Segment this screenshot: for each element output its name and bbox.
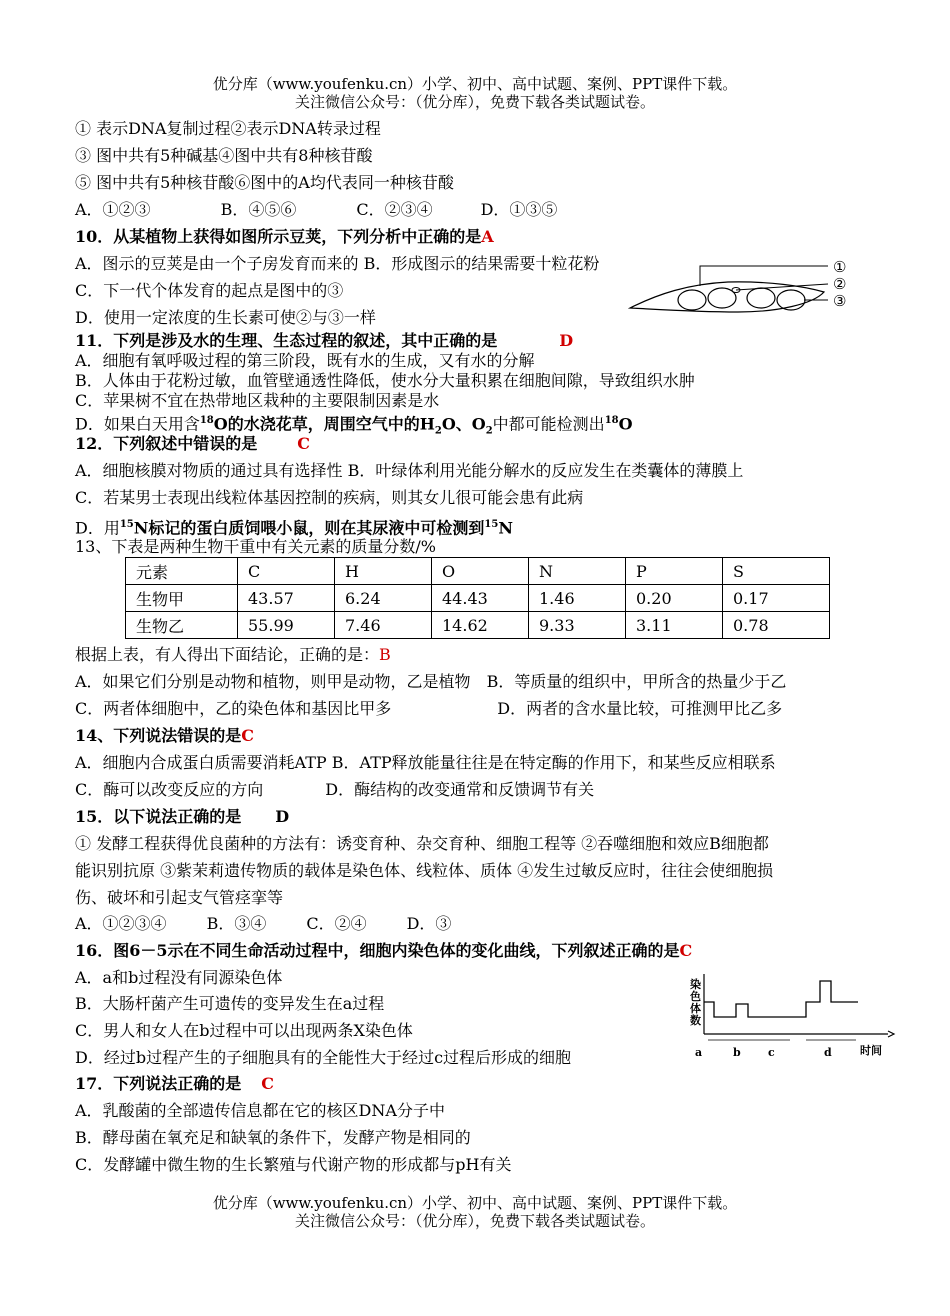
- q11-d-part2: O的水浇花草，周围空气中的: [213, 414, 420, 434]
- q17-stem-text: 17．下列说法正确的是: [75, 1074, 242, 1093]
- seed-1: [678, 290, 706, 310]
- q13-lead-text: 根据上表，有人得出下面结论，正确的是：: [75, 645, 380, 664]
- segment-label-c: c: [768, 1046, 775, 1059]
- q12-d-part1: D．用: [75, 518, 120, 538]
- table-cell: 44.43: [432, 585, 529, 612]
- q14-option-ab: A．细胞内合成蛋白质需要消耗ATP B．ATP释放能量往往是在特定酶的作用下，和某些反应相联系: [75, 753, 776, 772]
- table-cell: 生物乙: [126, 612, 238, 639]
- q9-option-b: B．④⑤⑥: [220, 200, 297, 219]
- q11-option-c: C．苹果树不宜在热带地区栽种的主要限制因素是水: [75, 391, 440, 410]
- q15-option-a: A．①②③④: [75, 914, 167, 933]
- y-label-char: 数: [690, 1014, 701, 1027]
- q16-option-b: B．大肠杆菌产生可遗传的变异发生在a过程: [75, 994, 385, 1013]
- q11-d-part1: D．如果白天用含: [75, 414, 200, 434]
- segment-label-a: a: [695, 1046, 703, 1059]
- q11-d-part5: 中都可能检测出: [492, 414, 605, 434]
- q9-option-a: A．①②③: [75, 200, 151, 219]
- q11-stem-text: 11．下列是涉及水的生理、生态过程的叙述，其中正确的是: [75, 331, 498, 350]
- table-header-row: [126, 558, 830, 585]
- x-axis-arrow: [888, 1031, 894, 1037]
- q14-stem-text: 14、下列说法错误的是: [75, 726, 242, 745]
- q16-option-d: D．经过b过程产生的子细胞具有的全能性大于经过c过程后形成的细胞: [75, 1048, 572, 1067]
- q15-stem: [75, 807, 289, 827]
- table-cell: 9.33: [529, 612, 626, 639]
- q16-option-a: A．a和b过程没有同源染色体: [75, 968, 283, 987]
- pod-label-3: ③: [833, 292, 847, 310]
- page-footer-line2: 关注微信公众号：（优分库），免费下载各类试题试卷。: [294, 1212, 655, 1230]
- q15-option-d: D．③: [406, 914, 452, 933]
- table-row: [126, 585, 830, 612]
- q14-option-d: D．酶结构的改变通常和反馈调节有关: [325, 780, 595, 799]
- q13-option-a: A．如果它们分别是动物和植物，则甲是动物，乙是植物: [75, 672, 471, 691]
- y-label-char: 色: [690, 990, 701, 1003]
- q11-option-a: A．细胞有氧呼吸过程的第三阶段，既有水的生成，又有水的分解: [75, 351, 535, 370]
- q17-stem: [75, 1074, 274, 1094]
- table-row: [126, 612, 830, 639]
- table-cell: 7.46: [335, 612, 432, 639]
- y-label-char: 染: [690, 978, 701, 991]
- q9-option-d: D．①③⑤: [480, 200, 558, 219]
- pod-label-2: ②: [833, 275, 847, 293]
- table-cell: 0.20: [626, 585, 723, 612]
- q12-answer: C: [297, 434, 311, 453]
- q12-option-c: C．若某男士表现出线粒体基因控制的疾病，则其女儿很可能会患有此病: [75, 488, 584, 507]
- seed-3: [747, 288, 775, 308]
- q14-stem: [75, 726, 254, 746]
- q13-option-cd: [75, 699, 782, 719]
- q15-answer: D: [275, 807, 290, 826]
- q9-options: [75, 200, 557, 220]
- q9-statement-1: ① 表示DNA复制过程②表示DNA转录过程: [75, 119, 381, 138]
- q13-answer: B: [379, 645, 391, 664]
- q12-option-d: [75, 515, 513, 538]
- q15-statement-2: 能识别抗原 ③紫茉莉遗传物质的载体是染色体、线粒体、质体 ④发生过敏反应时，往往会使细胞损: [75, 861, 774, 880]
- segment-label-b: b: [733, 1046, 741, 1059]
- q17-answer: C: [261, 1074, 275, 1093]
- chromosome-curve-figure: [688, 972, 920, 1064]
- q14-answer: C: [241, 726, 255, 745]
- page-footer-line1: 优分库（www.youfenku.cn）小学、初中、高中试题、案例、PPT课件下载。: [212, 1194, 738, 1212]
- q16-stem: [75, 941, 692, 961]
- table-header-cell: C: [238, 558, 335, 585]
- q12-option-ab: A．细胞核膜对物质的通过具有选择性 B．叶绿体利用光能分解水的反应发生在类囊体的薄膜上: [75, 461, 744, 480]
- q14-option-cd: [75, 780, 594, 800]
- table-cell: 14.62: [432, 612, 529, 639]
- q17-option-b: B．酵母菌在氧充足和缺氧的条件下，发酵产物是相同的: [75, 1128, 471, 1147]
- page-header-line2: 关注微信公众号：（优分库），免费下载各类试题试卷。: [294, 93, 655, 111]
- pea-pod-figure: [628, 256, 858, 316]
- q11-d-sub2: 2: [485, 425, 493, 437]
- q10-option-d: D．使用一定浓度的生长素可使②与③一样: [75, 308, 376, 327]
- q13-option-c: C．两者体细胞中，乙的染色体和基因比甲多: [75, 699, 392, 718]
- q12-d-part3: N: [498, 518, 513, 538]
- q12-d-part2: N标记的蛋白质饲喂小鼠，则在其尿液中可检测到: [133, 518, 485, 538]
- q15-statement-1: ① 发酵工程获得优良菌种的方法有：诱变育种、杂交育种、细胞工程等 ②吞噬细胞和效应B细胞都: [75, 834, 769, 853]
- table-cell: 43.57: [238, 585, 335, 612]
- q11-d-part6: O: [618, 414, 633, 434]
- q15-options: [75, 914, 451, 934]
- q12-stem: [75, 434, 310, 454]
- q13-option-b: B．等质量的组织中，甲所含的热量少于乙: [486, 672, 787, 691]
- element-table: [125, 557, 830, 639]
- q9-statement-2: ③ 图中共有5种碱基④图中共有8种核苷酸: [75, 146, 373, 165]
- q15-option-b: B．③④: [206, 914, 267, 933]
- q11-d-part3: H: [419, 414, 435, 434]
- q13-stem: 13、下表是两种生物干重中有关元素的质量分数/%: [75, 537, 436, 556]
- q10-stem-text: 10．从某植物上获得如图所示豆荚，下列分析中正确的是: [75, 227, 482, 246]
- pod-label-1: ①: [833, 258, 847, 276]
- chromosome-curve: [704, 981, 858, 1017]
- table-header-cell: 元素: [126, 558, 238, 585]
- q16-stem-text: 16．图6－5示在不同生命活动过程中，细胞内染色体的变化曲线，下列叙述正确的是: [75, 941, 680, 960]
- q16-answer: C: [679, 941, 693, 960]
- x-axis-label: 时间: [860, 1044, 882, 1057]
- q15-option-c: C．②④: [306, 914, 367, 933]
- q11-d-sub1: 2: [434, 425, 442, 437]
- q12-d-sup2: 15: [484, 519, 499, 530]
- y-label-char: 体: [690, 1002, 701, 1015]
- q17-option-c: C．发酵罐中微生物的生长繁殖与代谢产物的形成都与pH有关: [75, 1155, 512, 1174]
- table-cell: 55.99: [238, 612, 335, 639]
- q11-stem: [75, 331, 573, 351]
- q13-option-d: D．两者的含水量比较，可推测甲比乙多: [497, 699, 783, 718]
- q11-d-part4: O、O: [441, 414, 486, 434]
- q11-d-sup1: 18: [199, 415, 214, 426]
- q14-option-c: C．酶可以改变反应的方向: [75, 780, 264, 799]
- table-cell: 6.24: [335, 585, 432, 612]
- q15-stem-text: 15．以下说法正确的是: [75, 807, 242, 826]
- q13-lead: [75, 645, 391, 665]
- q10-option-ab: A．图示的豆荚是由一个子房发育而来的 B．形成图示的结果需要十粒花粉: [75, 254, 600, 273]
- q10-stem: [75, 227, 494, 247]
- q12-stem-text: 12．下列叙述中错误的是: [75, 434, 258, 453]
- segment-label-d: d: [824, 1046, 832, 1059]
- q9-statement-3: ⑤ 图中共有5种核苷酸⑥图中的A均代表同一种核苷酸: [75, 173, 454, 192]
- table-cell: 生物甲: [126, 585, 238, 612]
- q9-option-c: C．②③④: [356, 200, 433, 219]
- table-cell: 0.78: [723, 612, 830, 639]
- table-header-cell: N: [529, 558, 626, 585]
- q15-statement-3: 伤、破坏和引起支气管痉挛等: [75, 888, 284, 907]
- table-header-cell: H: [335, 558, 432, 585]
- q10-option-c: C．下一代个体发育的起点是图中的③: [75, 281, 344, 300]
- table-cell: 0.17: [723, 585, 830, 612]
- page-header-line1: 优分库（www.youfenku.cn）小学、初中、高中试题、案例、PPT课件下载。: [212, 75, 738, 93]
- q12-d-sup1: 15: [119, 519, 134, 530]
- q10-answer: A: [481, 227, 494, 246]
- q16-option-c: C．男人和女人在b过程中可以出现两条X染色体: [75, 1021, 413, 1040]
- table-header-cell: P: [626, 558, 723, 585]
- q13-option-ab: [75, 672, 786, 692]
- table-cell: 3.11: [626, 612, 723, 639]
- q11-d-sup2: 18: [604, 415, 619, 426]
- table-header-cell: O: [432, 558, 529, 585]
- table-cell: 1.46: [529, 585, 626, 612]
- q11-option-b: B．人体由于花粉过敏，血管壁通透性降低，使水分大量积累在细胞间隙，导致组织水肿: [75, 371, 695, 390]
- q17-option-a: A．乳酸菌的全部遗传信息都在它的核区DNA分子中: [75, 1101, 445, 1120]
- table-header-cell: S: [723, 558, 830, 585]
- q11-answer: D: [559, 331, 574, 350]
